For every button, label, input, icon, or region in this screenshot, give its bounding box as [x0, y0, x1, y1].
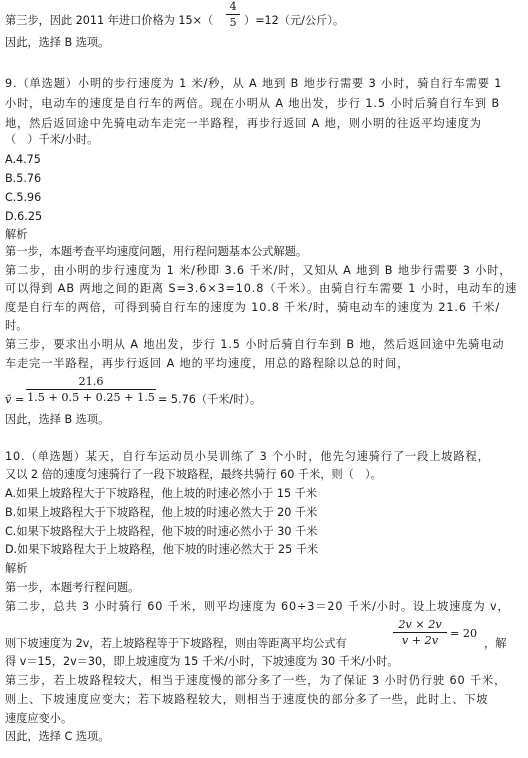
q10-analysis-line: 第三步，若上坡路程较大，相当于速度慢的部分多了一些，为了保证 3 小时仍行驶 60 千米，	[5, 674, 507, 687]
step3-fraction	[226, 0, 240, 29]
step3-line-start: 第三步，因此 2011 年进口价格为 15×（	[5, 14, 214, 27]
step3-fraction-denominator: 5	[229, 16, 237, 29]
q10-analysis-line: 则上、下坡速度应变大；若下坡路程较大，则相当于速度快的部分多了一些，此时上、下坡	[5, 693, 489, 706]
q10-analysis-line: 第一步，本题考行程问题。	[5, 581, 140, 594]
q9-analysis-line: 第三步，要求出小明从 A 地出发，步行 1.5 小时后骑自行车到 B 地，然后返回途中先骑电动	[5, 338, 505, 351]
q9-analysis-line: 车走完一半路程，再步行返回 A 地的平均速度，用总的路程除以总的时间，	[5, 357, 410, 370]
q10-stem-line: 又以 2 倍的速度匀速骑行了一段下坡路程，最终共骑行 60 千米，则（ ）。	[5, 468, 382, 481]
q10-formula-numerator: 2v × 2v	[398, 618, 442, 631]
q10-option-b: B.如果上坡路程大于下坡路程，他上坡的时速必然大于 20 千米	[5, 506, 318, 519]
q9-analysis-label: 解析	[5, 228, 28, 241]
q10-formula-bar	[393, 632, 447, 633]
top-conclusion: 因此，选择 B 选项。	[5, 36, 110, 49]
q9-option-b: B.5.76	[5, 172, 42, 185]
q9-analysis-line: 可以得到 AB 两地之间的距离 S=3.6×3=10.8（千米）。由骑自行车需要 1 小时，电动车的速	[5, 282, 518, 295]
q9-formula-lhs: v̄ =	[5, 393, 25, 406]
step3-fraction-bar	[226, 14, 240, 15]
q10-option-d: D.如果下坡路程大于上坡路程，他下坡的时速必然大于 25 千米	[5, 543, 319, 556]
q10-conclusion: 因此，选择 C 选项。	[5, 730, 110, 743]
q9-option-c: C.5.96	[5, 191, 42, 204]
q10-analysis-label: 解析	[5, 562, 28, 575]
step3-fraction-numerator: 4	[229, 0, 237, 13]
q9-formula-fraction	[26, 375, 156, 404]
q9-analysis-line: 第二步，由小明的步行速度为 1 米/秒即 3.6 千米/时，又知从 A 地到 B 地步行需要 3 小时，	[5, 264, 512, 277]
q9-option-d: D.6.25	[5, 210, 43, 223]
q10-formula-fraction	[393, 618, 447, 647]
q10-formula-lead: 则下坡速度为 2v，若上坡路程等于下坡路程，则由等距离平均公式有	[5, 637, 347, 650]
q9-stem-line: 小时，电动车的速度是自行车的两倍。现在小明从 A 地出发，步行 1.5 小时后骑自行车到 B	[5, 97, 501, 110]
q10-option-c: C.如果下坡路程大于上坡路程，他下坡的时速必然小于 30 千米	[5, 525, 318, 538]
q9-formula-numerator: 21.6	[78, 375, 104, 388]
q10-option-a: A.如果上坡路程大于下坡路程，他上坡的时速必然小于 15 千米	[5, 487, 318, 500]
q10-stem-line: 10.（单选题）某天，自行车运动员小吴训练了 3 个小时，他先匀速骑行了一段上坡路程，	[5, 450, 490, 463]
q9-formula-denominator: 1.5 + 0.5 + 0.25 + 1.5	[27, 391, 155, 404]
q9-stem-line: （ ）千米/小时。	[5, 133, 99, 146]
q9-analysis-line: 度是自行车的两倍，可得到骑自行车的速度为 10.8 千米/时，骑电动车的速度为 21.6 千米/	[5, 301, 501, 314]
q9-stem-line: 地，然后返回途中先骑电动车走完一半路程，再步行返回 A 地，则小明的往返平均速度为	[5, 117, 482, 130]
q9-conclusion: 因此，选择 B 选项。	[5, 413, 110, 426]
q9-formula-result: = 5.76（千米/时）。	[158, 393, 262, 406]
q10-formula-trail: ，解	[484, 637, 507, 650]
q10-formula-result: = 20	[450, 627, 478, 640]
q10-analysis-line: 速度应变小。	[5, 712, 73, 725]
q10-analysis-line: 得 v＝15，2v＝30，即上坡速度为 15 千米/小时，下坡速度为 30 千米/小时。	[5, 655, 399, 668]
q9-formula-bar	[26, 389, 156, 390]
q10-formula-denominator: v + 2v	[401, 634, 439, 647]
q10-analysis-line: 第二步，总共 3 小时骑行 60 千米，则平均速度为 60÷3＝20 千米/小时。设上坡速度为 v，	[5, 600, 510, 613]
step3-line-end: ）=12（元/公斤）。	[244, 14, 345, 27]
q9-stem-line: 9.（单选题）小明的步行速度为 1 米/秒，从 A 地到 B 地步行需要 3 小时，骑自行车需要 1	[5, 77, 503, 90]
q9-option-a: A.4.75	[5, 153, 41, 166]
q9-analysis-line: 时。	[5, 319, 28, 332]
q9-analysis-line: 第一步，本题考查平均速度问题，用行程问题基本公式解题。	[5, 245, 308, 258]
